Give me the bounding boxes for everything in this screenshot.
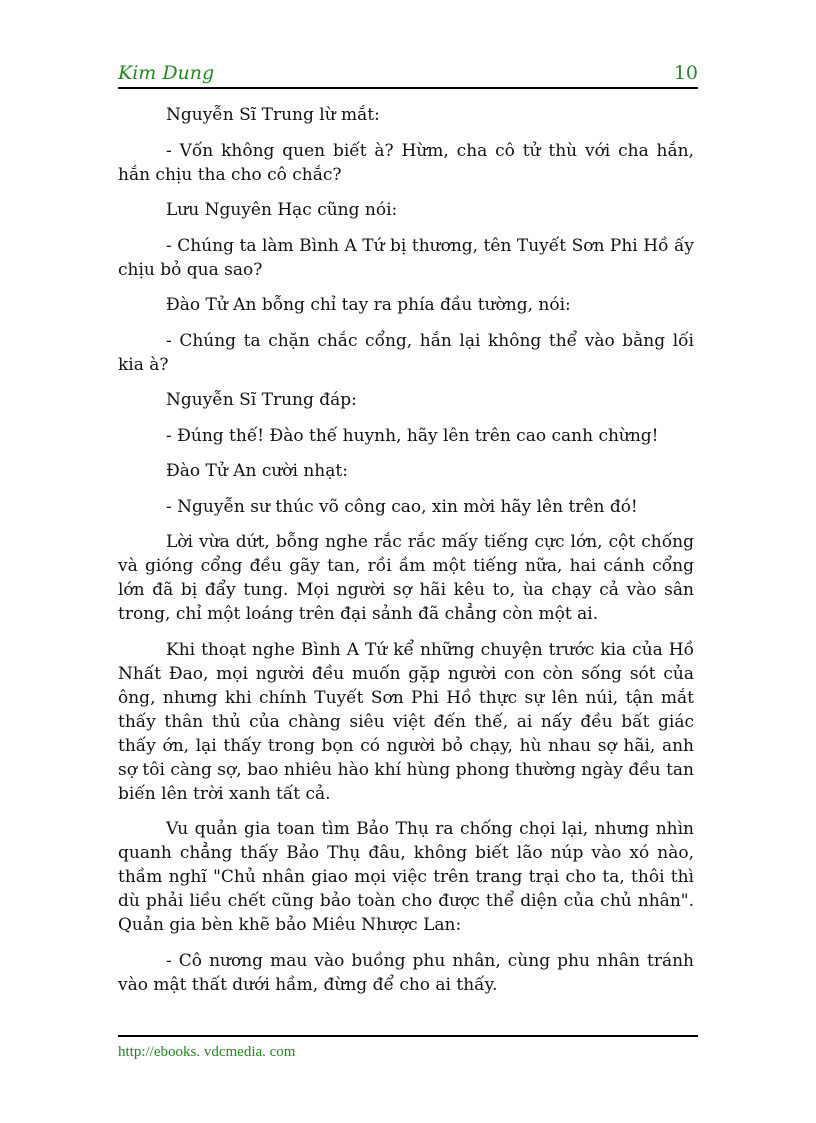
paragraph: - Chúng ta làm Bình A Tứ bị thương, tên Tuyết Sơn Phi Hồ ấy chịu bỏ qua sao? [118, 235, 694, 280]
paragraph: Khi thoạt nghe Bình A Tứ kể những chuyện trước kia của Hồ Nhất Đao, mọi người đều muốn gặp người con còn sống sót của ông, nhưng khi chính Tuyết Sơn Phi Hồ thực sự lên núi, tận mắt thấy thân thủ của chàng siêu việt đến thế, ai nấy đều bất giác thấy ớn, lại thấy trong bọn có người bỏ chạy, hù nhau sợ hãi, anh sợ tôi càng sợ, bao nhiêu hào khí hùng phong thường ngày đều tan biến lên trời xanh tất cả. [118, 639, 694, 804]
page-body [118, 103, 694, 1008]
footer-url[interactable]: http://ebooks. vdcmedia. com [118, 1044, 296, 1060]
paragraph: Lưu Nguyên Hạc cũng nói: [166, 200, 398, 220]
header-page-number: 10 [673, 62, 698, 84]
page-header [118, 62, 698, 88]
paragraph: - Vốn không quen biết à? Hừm, cha cô tử thù với cha hắn, hắn chịu tha cho cô chắc? [118, 140, 694, 185]
paragraph: - Cô nương mau vào buồng phu nhân, cùng phu nhân tránh vào mật thất dưới hầm, đừng để cho ai thấy. [118, 950, 694, 995]
paragraph: - Nguyễn sư thúc võ công cao, xin mời hãy lên trên đó! [166, 496, 638, 517]
paragraph: Đào Tử An bỗng chỉ tay ra phía đầu tường, nói: [166, 295, 571, 315]
paragraph: Nguyễn Sĩ Trung đáp: [166, 390, 357, 410]
header-rule [118, 87, 698, 89]
paragraph: - Đúng thế! Đào thế huynh, hãy lên trên cao canh chừng! [166, 425, 659, 446]
paragraph: Đào Tử An cười nhạt: [166, 461, 348, 481]
paragraph: Nguyễn Sĩ Trung lừ mắt: [166, 105, 380, 125]
paragraph: - Chúng ta chặn chắc cổng, hắn lại không thể vào bằng lối kia à? [118, 330, 694, 375]
paragraph: Lời vừa dứt, bỗng nghe rắc rắc mấy tiếng cực lớn, cột chống và gióng cổng đều gãy tan, rồi ầm một tiếng nữa, hai cánh cổng lớn đã bị đẩy tung. Mọi người sợ hãi kêu to, ùa chạy cả vào sân trong, chỉ một loáng trên đại sảnh đã chẳng còn một ai. [118, 532, 694, 624]
footer-rule [118, 1035, 698, 1037]
header-author: Kim Dung [118, 62, 215, 84]
paragraph: Vu quản gia toan tìm Bảo Thụ ra chống chọi lại, nhưng nhìn quanh chẳng thấy Bảo Thụ đâu, không biết lão núp vào xó nào, thầm nghĩ "Chủ nhân giao mọi việc trên trang trại cho ta, thôi thì dù phải liều chết cũng bảo toàn cho được thể diện của chủ nhân". Quản gia bèn khẽ bảo Miêu Nhược Lan: [118, 819, 694, 935]
